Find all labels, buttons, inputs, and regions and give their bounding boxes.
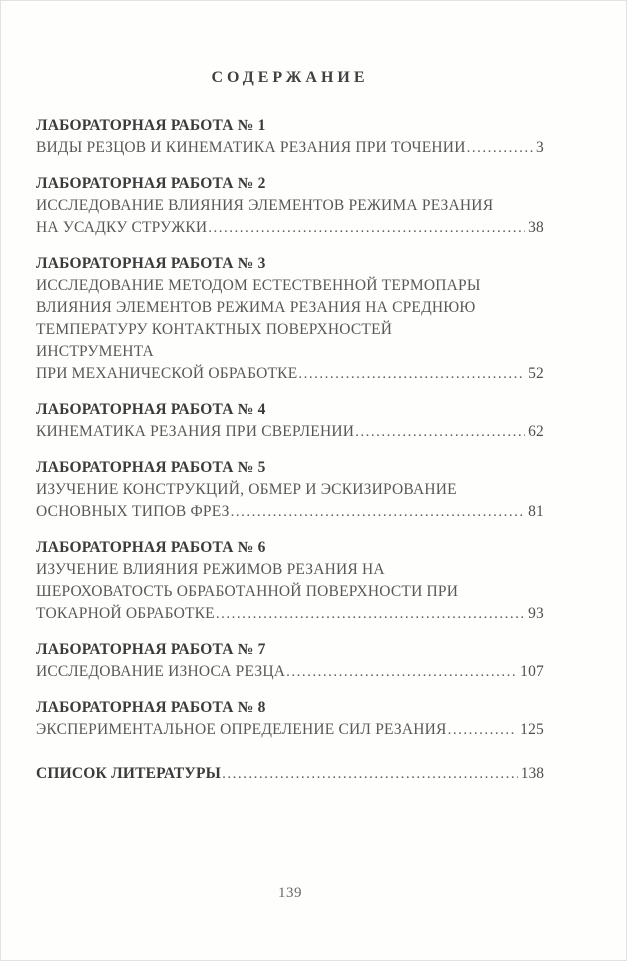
toc-entry-line-text: ИССЛЕДОВАНИЕ ИЗНОСА РЕЗЦА [36, 663, 286, 680]
dot-leader [221, 763, 518, 785]
toc-entry-heading: ЛАБОРАТОРНАЯ РАБОТА № 7 [36, 641, 266, 658]
toc-entry-last-line [36, 661, 544, 683]
dot-leader [285, 661, 517, 683]
toc-entry-heading: ЛАБОРАТОРНАЯ РАБОТА № 4 [36, 401, 266, 418]
toc-entry-bibliography [36, 763, 544, 785]
toc-entry [36, 253, 544, 385]
toc-entry-page-number: 62 [528, 423, 544, 440]
toc-entry-line-text: ЭКСПЕРИМЕНТАЛЬНОЕ ОПРЕДЕЛЕНИЕ СИЛ РЕЗАНИЯ [36, 721, 447, 738]
toc-entry-last-line [36, 421, 544, 443]
dot-leader [230, 501, 526, 523]
toc-entry-line: ИЗУЧЕНИЕ КОНСТРУКЦИЙ, ОБМЕР И ЭСКИЗИРОВАНИЕ [36, 481, 457, 498]
toc-entry [36, 173, 544, 239]
page-title: СОДЕРЖАНИЕ [211, 69, 369, 86]
toc-entry-page-number: 52 [528, 365, 544, 382]
toc-entry-line: ИССЛЕДОВАНИЕ ВЛИЯНИЯ ЭЛЕМЕНТОВ РЕЖИМА РЕЗАНИЯ [36, 197, 494, 214]
toc-entry-heading: ЛАБОРАТОРНАЯ РАБОТА № 3 [36, 255, 266, 272]
toc-entry-line-text: ОСНОВНЫХ ТИПОВ ФРЕЗ [36, 503, 230, 520]
toc-entry-last-line [36, 137, 544, 159]
toc-entry-line: ВЛИЯНИЯ ЭЛЕМЕНТОВ РЕЖИМА РЕЗАНИЯ НА СРЕДНЮЮ [36, 299, 476, 316]
toc-entry [36, 639, 544, 683]
toc-entry-last-line [36, 363, 544, 385]
toc-entry-line: ИЗУЧЕНИЕ ВЛИЯНИЯ РЕЖИМОВ РЕЗАНИЯ НА [36, 561, 385, 578]
toc-content [36, 69, 544, 785]
bibliography-page-number: 138 [520, 765, 544, 782]
toc-entry-page-number: 3 [536, 139, 544, 156]
toc-entry [36, 399, 544, 443]
toc-entry-line-text: ВИДЫ РЕЗЦОВ И КИНЕМАТИКА РЕЗАНИЯ ПРИ ТОЧЕНИИ [36, 139, 466, 156]
dot-leader [297, 363, 525, 385]
toc-entry [36, 457, 544, 523]
toc-entry-line-text: НА УСАДКУ СТРУЖКИ [36, 219, 208, 236]
toc-entry [36, 537, 544, 625]
toc-entry-line-text: КИНЕМАТИКА РЕЗАНИЯ ПРИ СВЕРЛЕНИИ [36, 423, 355, 440]
toc-entry-heading: ЛАБОРАТОРНАЯ РАБОТА № 6 [36, 539, 266, 556]
toc-entry-page-number: 38 [528, 219, 544, 236]
toc-entry-page-number: 93 [528, 605, 544, 622]
toc-entry-line-text: ПРИ МЕХАНИЧЕСКОЙ ОБРАБОТКЕ [36, 365, 298, 382]
toc-entry-heading: ЛАБОРАТОРНАЯ РАБОТА № 5 [36, 459, 266, 476]
dot-leader [207, 217, 525, 239]
toc-entry [36, 697, 544, 741]
toc-entry-line: ИНСТРУМЕНТА [36, 343, 154, 360]
toc-entry-page-number: 107 [520, 663, 544, 680]
toc-entry-heading: ЛАБОРАТОРНАЯ РАБОТА № 2 [36, 175, 266, 192]
toc-entry-last-line [36, 217, 544, 239]
toc-entry-page-number: 125 [520, 721, 544, 738]
toc-entry-line: ТЕМПЕРАТУРУ КОНТАКТНЫХ ПОВЕРХНОСТЕЙ [36, 321, 393, 338]
bibliography-label: СПИСОК ЛИТЕРАТУРЫ [36, 765, 222, 782]
dot-leader [215, 603, 525, 625]
toc-entry [36, 115, 544, 159]
dot-leader [447, 719, 518, 741]
toc-list [36, 115, 544, 741]
page-number: 139 [278, 885, 302, 901]
toc-entry-heading: ЛАБОРАТОРНАЯ РАБОТА № 8 [36, 699, 266, 716]
toc-entry-line: ИССЛЕДОВАНИЕ МЕТОДОМ ЕСТЕСТВЕННОЙ ТЕРМОПАРЫ [36, 277, 481, 294]
toc-entry-line-text: ТОКАРНОЙ ОБРАБОТКЕ [36, 605, 215, 622]
toc-entry-page-number: 81 [528, 503, 544, 520]
toc-entry-line: ШЕРОХОВАТОСТЬ ОБРАБОТАННОЙ ПОВЕРХНОСТИ ПРИ [36, 583, 459, 600]
toc-entry-last-line [36, 719, 544, 741]
toc-entry-last-line [36, 603, 544, 625]
dot-leader [354, 421, 525, 443]
toc-entry-last-line [36, 501, 544, 523]
toc-entry-heading: ЛАБОРАТОРНАЯ РАБОТА № 1 [36, 117, 266, 134]
dot-leader [466, 137, 533, 159]
